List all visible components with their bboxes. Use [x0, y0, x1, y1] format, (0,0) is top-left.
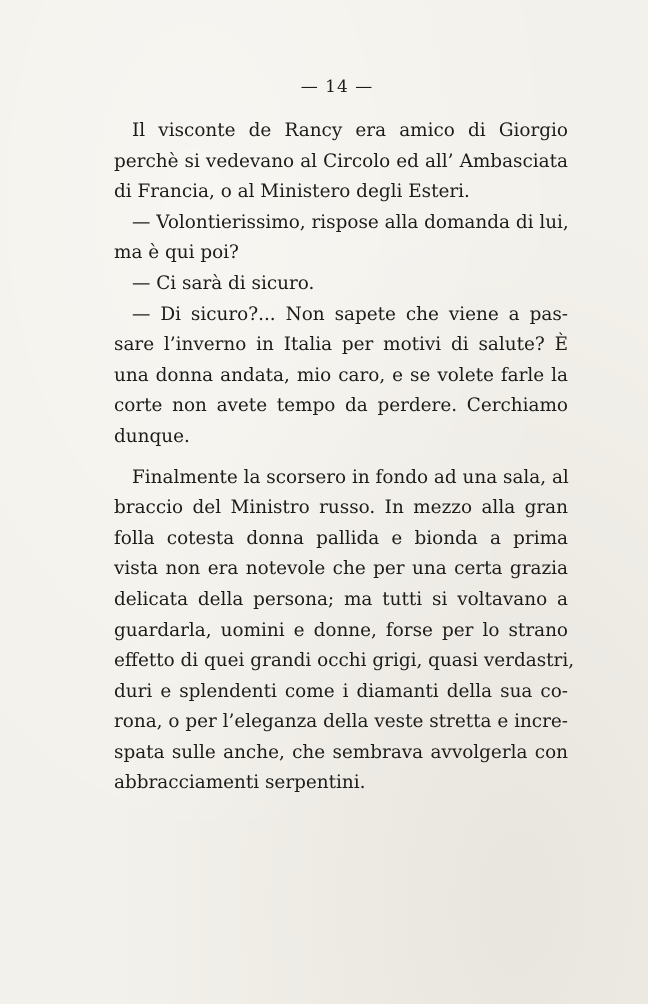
paragraph-gap — [114, 453, 568, 463]
text-line: corte non avete tempo da perdere. Cerchiamo — [114, 395, 568, 417]
text-line: effetto di quei grandi occhi grigi, quasi verdastri, — [114, 650, 575, 672]
text-line: dunque. — [114, 425, 190, 447]
text-line: folla cotesta donna pallida e bionda a prima — [114, 527, 568, 549]
text-line: guardarla, uomini e donne, forse per lo strano — [114, 619, 568, 641]
text-line: — Ci sarà di sicuro. — [132, 272, 315, 294]
text-line: Finalmente la scorsero in fondo ad una sala, al — [132, 466, 569, 488]
text-line: spata sulle anche, che sembrava avvolgerla con — [114, 741, 568, 763]
text-line: una donna andata, mio caro, e se volete farle la — [114, 364, 568, 386]
text-line: di Francia, o al Ministero degli Esteri. — [114, 181, 470, 203]
text-line: rona, o per l’eleganza della veste stretta e incre- — [114, 711, 568, 733]
text-line: ma è qui poi? — [114, 242, 239, 264]
text-line: delicata della persona; ma tutti si voltavano a — [114, 588, 568, 610]
text-line: abbracciamenti serpentini. — [114, 772, 366, 794]
text-line: braccio del Ministro russo. In mezzo alla gran — [114, 497, 568, 519]
text-line: sare l’inverno in Italia per motivi di salute? È — [114, 334, 568, 356]
page-text-block — [114, 72, 575, 799]
text-line: duri e splendenti come i diamanti della sua co- — [114, 680, 568, 702]
text-line: vista non era notevole che per una certa grazia — [114, 558, 568, 580]
text-line: — Di sicuro?... Non sapete che viene a pas- — [132, 303, 568, 325]
text-line: perchè si vedevano al Circolo ed all’ Ambasciata — [114, 150, 568, 172]
text-line: — Volontierissimo, rispose alla domanda di lui, — [132, 211, 569, 233]
page-number: — 14 — — [300, 77, 374, 97]
text-line: Il visconte de Rancy era amico di Giorgio — [132, 120, 568, 141]
